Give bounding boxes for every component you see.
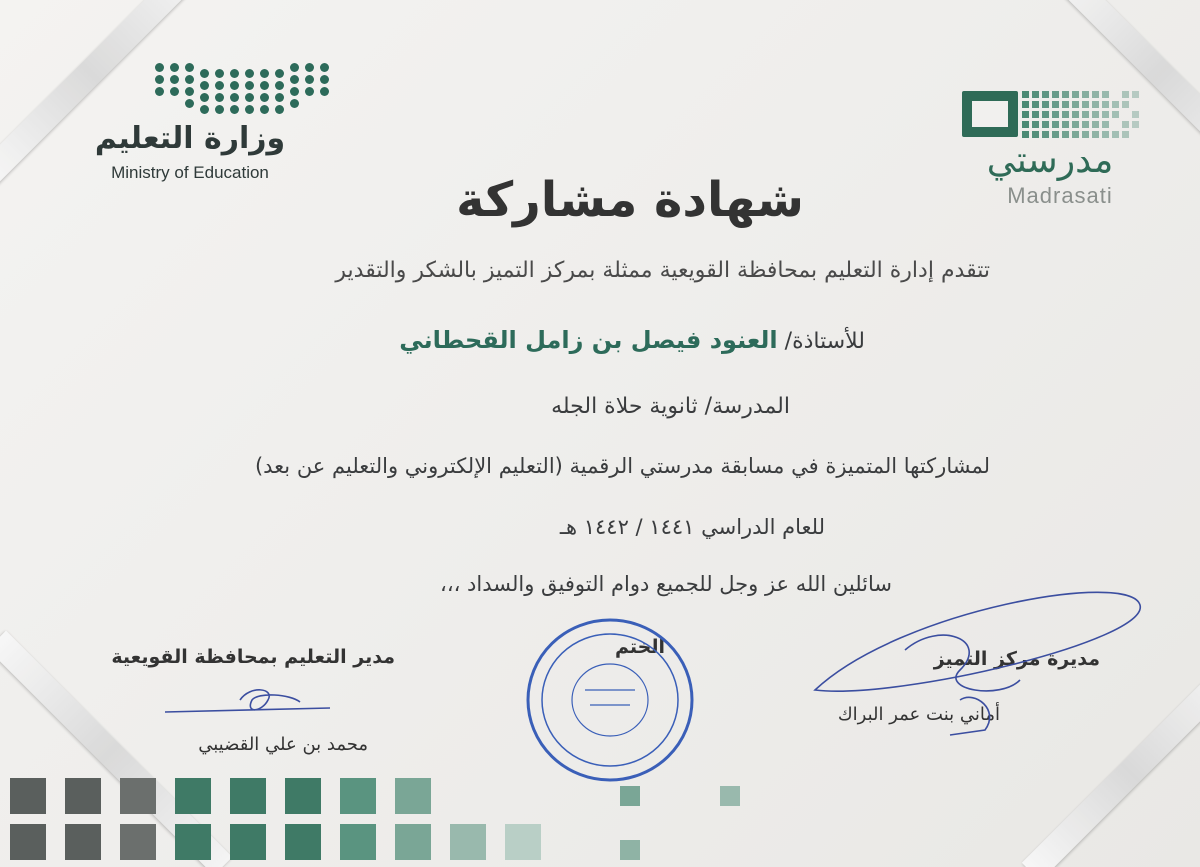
intro-line: تتقدم إدارة التعليم بمحافظة القويعية ممثلة بمركز التميز بالشكر والتقدير [335, 258, 990, 283]
decor-square [175, 824, 211, 860]
dot [320, 63, 329, 72]
pixel [1122, 121, 1129, 128]
dot [155, 63, 164, 72]
dot [245, 69, 254, 78]
decor-square [340, 824, 376, 860]
dot [215, 93, 224, 102]
dot [230, 105, 239, 114]
decor-square [620, 840, 640, 860]
pixel [1022, 121, 1029, 128]
pixel [1032, 101, 1039, 108]
ministry-name-english: Ministry of Education [111, 163, 269, 182]
pixel [1132, 111, 1139, 118]
pixel [1102, 121, 1109, 128]
decor-square [450, 824, 486, 860]
pixel [1082, 131, 1089, 138]
pixel [1092, 91, 1099, 98]
pixel [1032, 91, 1039, 98]
dot [170, 75, 179, 84]
director-signature [165, 690, 330, 712]
pixel [1032, 121, 1039, 128]
decor-square [395, 824, 431, 860]
teacher-line [399, 326, 865, 354]
dot [200, 81, 209, 90]
school-line: المدرسة/ ثانوية حلاة الجله [551, 394, 790, 419]
certificate-title: شهادة مشاركة [456, 172, 804, 228]
academic-year-line: للعام الدراسي ١٤٤١ / ١٤٤٢ هـ [559, 515, 825, 539]
dot [185, 99, 194, 108]
dot [305, 75, 314, 84]
decor-square [230, 824, 266, 860]
dot [245, 93, 254, 102]
dot [275, 93, 284, 102]
dot [275, 105, 284, 114]
pixel [1082, 111, 1089, 118]
dot [185, 63, 194, 72]
seal-label: الختم [615, 636, 665, 658]
dot [305, 63, 314, 72]
pixel [1092, 121, 1099, 128]
director-title: مدير التعليم بمحافظة القويعية [111, 646, 395, 668]
pixel [1122, 131, 1129, 138]
decor-square [505, 824, 541, 860]
pixel [1022, 91, 1029, 98]
dot [290, 87, 299, 96]
decor-square [120, 778, 156, 814]
pixel [1042, 101, 1049, 108]
pixel [1062, 131, 1069, 138]
pixel [1132, 121, 1139, 128]
dot [155, 87, 164, 96]
pixel [1102, 101, 1109, 108]
decor-square [65, 778, 101, 814]
pixel [1122, 91, 1129, 98]
director-name: محمد بن علي القضيبي [198, 734, 368, 755]
dot [290, 63, 299, 72]
dot [200, 93, 209, 102]
dot [215, 105, 224, 114]
dot [170, 63, 179, 72]
pixel [1112, 101, 1119, 108]
pixel [1102, 91, 1109, 98]
pixel [1072, 111, 1079, 118]
official-seal-icon [528, 620, 692, 780]
pixel [1072, 121, 1079, 128]
dot [245, 81, 254, 90]
decor-square [10, 824, 46, 860]
pixel [1092, 101, 1099, 108]
pixel [1062, 101, 1069, 108]
pixel [1022, 111, 1029, 118]
pixel [1042, 131, 1049, 138]
pixel [1122, 101, 1129, 108]
dot [275, 69, 284, 78]
dot [320, 75, 329, 84]
decor-square [65, 824, 101, 860]
closing-line: سائلين الله عز وجل للجميع دوام التوفيق والسداد ،،، [440, 572, 892, 596]
madrasati-name-arabic: مدرستي [986, 140, 1114, 181]
center-director-name: أماني بنت عمر البراك [837, 704, 1000, 725]
pixel [1112, 111, 1119, 118]
pixel [1092, 131, 1099, 138]
pixel [1062, 121, 1069, 128]
pixel [1052, 111, 1059, 118]
decor-square [720, 786, 740, 806]
dot [260, 93, 269, 102]
pixel [1052, 131, 1059, 138]
pixel [1052, 91, 1059, 98]
decor-square [395, 778, 431, 814]
decor-square [10, 778, 46, 814]
pixel [1052, 121, 1059, 128]
pixel [1032, 111, 1039, 118]
dot [200, 69, 209, 78]
pixel [1102, 111, 1109, 118]
dot [215, 69, 224, 78]
decor-square [340, 778, 376, 814]
pixel [1042, 121, 1049, 128]
pixel [1022, 131, 1029, 138]
decor-square [620, 786, 640, 806]
dot [155, 75, 164, 84]
pixel [1022, 101, 1029, 108]
reason-line: لمشاركتها المتميزة في مسابقة مدرستي الرقمية (التعليم الإلكتروني والتعليم عن بعد) [254, 454, 990, 478]
dot [260, 69, 269, 78]
dot [305, 87, 314, 96]
teacher-name: العنود فيصل بن زامل القحطاني [399, 326, 778, 354]
pixel [1092, 111, 1099, 118]
decor-square [285, 824, 321, 860]
madrasati-name-english: Madrasati [1007, 183, 1113, 208]
dot [230, 93, 239, 102]
decor-square [175, 778, 211, 814]
pixel [1062, 111, 1069, 118]
pixel [1052, 101, 1059, 108]
dot [290, 99, 299, 108]
pixel [1072, 131, 1079, 138]
pixel [1102, 131, 1109, 138]
pixel [1042, 91, 1049, 98]
dot [170, 87, 179, 96]
pixel [1112, 131, 1119, 138]
dot [320, 87, 329, 96]
dot [245, 105, 254, 114]
pixel [1072, 91, 1079, 98]
pixel [1082, 91, 1089, 98]
dot [230, 81, 239, 90]
dot [185, 75, 194, 84]
pixel [1132, 91, 1139, 98]
dot [275, 81, 284, 90]
dot [260, 81, 269, 90]
pixel [1032, 131, 1039, 138]
decor-square [285, 778, 321, 814]
pixel [1082, 121, 1089, 128]
center-director-title: مديرة مركز التميز [933, 648, 1100, 670]
decor-square [120, 824, 156, 860]
pixel [1062, 91, 1069, 98]
ministry-name-arabic: وزارة التعليم [94, 121, 286, 156]
teacher-prefix: للأستاذة/ [784, 329, 865, 354]
pixel [1082, 101, 1089, 108]
dot [215, 81, 224, 90]
pixel [1072, 101, 1079, 108]
decor-square [230, 778, 266, 814]
pixel [1042, 111, 1049, 118]
dot [200, 105, 209, 114]
dot [230, 69, 239, 78]
decorative-squares [0, 770, 1200, 867]
dot [290, 75, 299, 84]
dot [260, 105, 269, 114]
madrasati-book-icon [962, 91, 1018, 137]
dot [185, 87, 194, 96]
